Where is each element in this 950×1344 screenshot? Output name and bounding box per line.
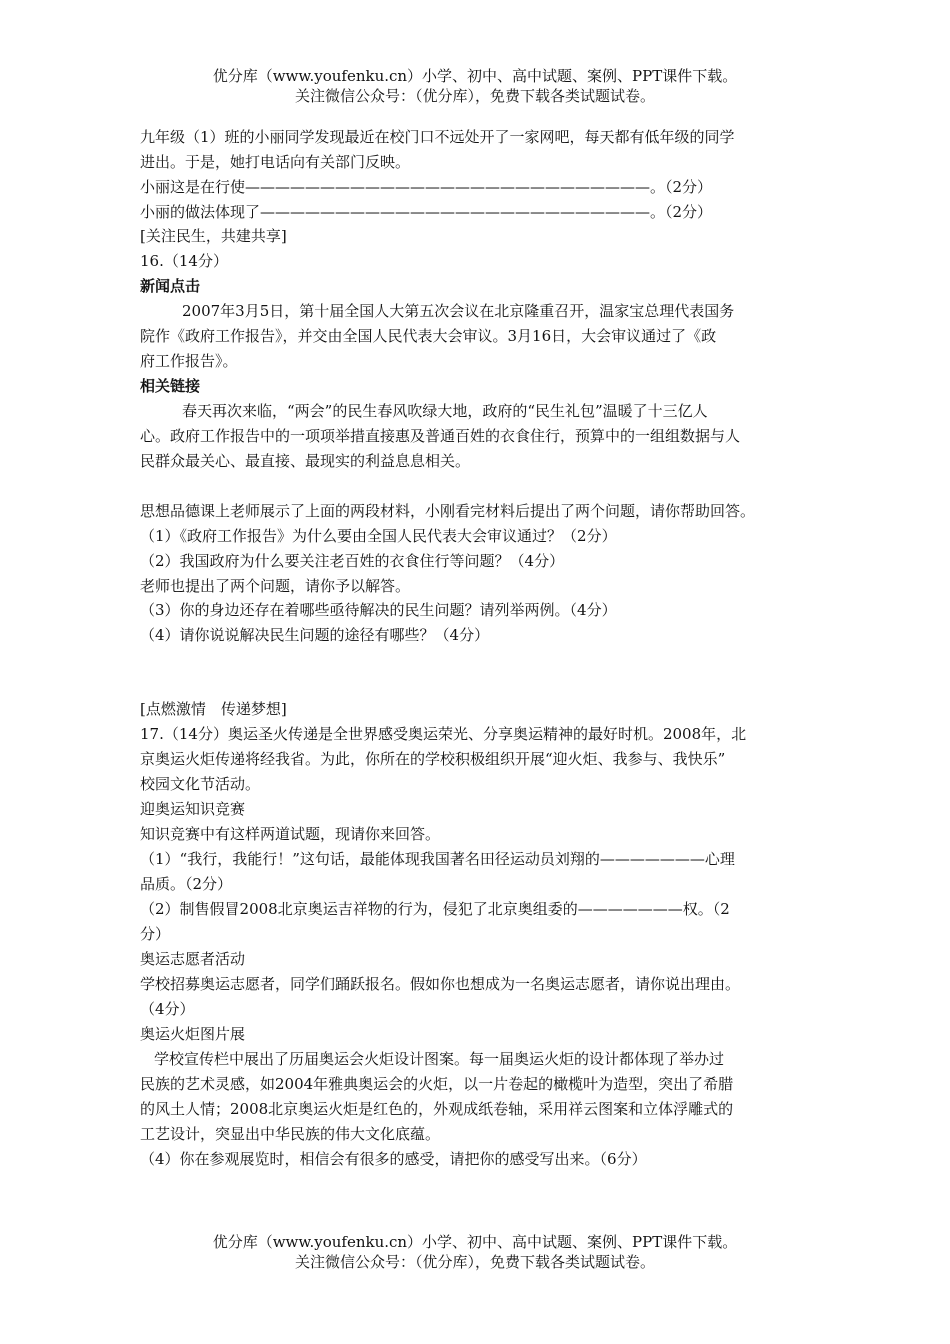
page-header — [0, 66, 950, 106]
q16-question-2: （2）我国政府为什么要关注老百姓的衣食住行等问题？（4分） — [140, 552, 565, 570]
q16-question-4: （4）请你说说解决民生问题的途径有哪些？（4分） — [140, 626, 490, 644]
page-footer — [0, 1232, 950, 1272]
volunteer-line: 学校招募奥运志愿者，同学们踊跃报名。假如你也想成为一名奥运志愿者，请你说出理由。 — [140, 975, 741, 993]
q15-answer-line: 小丽的做法体现了——————————————————————————。（2分） — [140, 203, 713, 221]
quiz-question-1-cont: 品质。（2分） — [140, 875, 233, 893]
q16-section-title: [关注民生，共建共享] — [140, 227, 287, 245]
q16-intro: 思想品德课上老师展示了上面的两段材料，小刚看完材料后提出了两个问题，请你帮助回答。 — [140, 502, 756, 520]
q16-question-3: （3）你的身边还存在着哪些亟待解决的民生问题？请列举两例。（4分） — [140, 601, 617, 619]
news-heading: 新闻点击 — [140, 277, 201, 295]
quiz-intro: 知识竞赛中有这样两道试题，现请你来回答。 — [140, 825, 441, 843]
q16-number: 16.（14分） — [140, 252, 228, 270]
footer-line-1: 优分库（www.youfenku.cn）小学、初中、高中试题、案例、PPT课件下载。 — [212, 1233, 738, 1251]
news-line: 院作《政府工作报告》，并交由全国人民代表大会审议。3月16日，大会审议通过了《政 — [140, 327, 717, 345]
quiz-question-2: （2）制售假冒2008北京奥运吉祥物的行为，侵犯了北京奥组委的———————权。（2 — [140, 900, 730, 918]
header-line-1: 优分库（www.youfenku.cn）小学、初中、高中试题、案例、PPT课件下载。 — [212, 67, 738, 85]
quiz-question-2-cont: 分） — [140, 925, 171, 943]
quiz-question-1: （1）“我行，我能行！”这句话，最能体现我国著名田径运动员刘翔的———————心理 — [140, 850, 735, 868]
link-line: 民群众最关心、最直接、最现实的利益息息相关。 — [140, 452, 471, 470]
link-line: 心。政府工作报告中的一项项举措直接惠及普通百姓的衣食住行，预算中的一组组数据与人 — [140, 427, 741, 445]
news-line: 府工作报告》。 — [140, 352, 238, 370]
volunteer-heading: 奥运志愿者活动 — [140, 950, 246, 968]
q15-paragraph-line: 进出。于是，她打电话向有关部门反映。 — [140, 153, 411, 171]
torch-line: 工艺设计，突显出中华民族的伟大文化底蕴。 — [140, 1125, 441, 1143]
q15-answer-line: 小丽这是在行使———————————————————————————。（2分） — [140, 178, 713, 196]
torch-line: 民族的艺术灵感，如2004年雅典奥运会的火炬，以一片卷起的橄榄叶为造型，突出了希腊 — [140, 1075, 734, 1093]
quiz-heading: 迎奥运知识竞赛 — [140, 800, 246, 818]
q17-intro-line: 17.（14分）奥运圣火传递是全世界感受奥运荣光、分享奥运精神的最好时机。2008年，北 — [140, 725, 747, 743]
q15-paragraph-line: 九年级（1）班的小丽同学发现最近在校门口不远处开了一家网吧，每天都有低年级的同学 — [140, 128, 735, 146]
link-line: 春天再次来临，“两会”的民生春风吹绿大地，政府的“民生礼包”温暖了十三亿人 — [182, 402, 708, 420]
q17-intro-line: 京奥运火炬传递将经我省。为此，你所在的学校积极组织开展“迎火炬、我参与、我快乐” — [140, 750, 726, 768]
volunteer-line: （4分） — [140, 1000, 195, 1018]
news-line: 2007年3月5日，第十届全国人大第五次会议在北京隆重召开，温家宝总理代表国务 — [182, 302, 735, 320]
q16-question-1: （1）《政府工作报告》为什么要由全国人民代表大会审议通过？（2分） — [140, 527, 617, 545]
q17-question-4: （4）你在参观展览时，相信会有很多的感受，请把你的感受写出来。（6分） — [140, 1150, 647, 1168]
torch-heading: 奥运火炬图片展 — [140, 1025, 246, 1043]
q17-intro-line: 校园文化节活动。 — [140, 775, 261, 793]
header-line-2: 关注微信公众号：（优分库），免费下载各类试题试卷。 — [294, 87, 655, 105]
torch-line: 的风土人情；2008北京奥运火炬是红色的，外观成纸卷轴，采用祥云图案和立体浮雕式的 — [140, 1100, 734, 1118]
link-heading: 相关链接 — [140, 377, 201, 395]
footer-line-2: 关注微信公众号：（优分库），免费下载各类试题试卷。 — [294, 1253, 655, 1271]
q16-teacher-note: 老师也提出了两个问题，请你予以解答。 — [140, 577, 411, 595]
torch-line: 学校宣传栏中展出了历届奥运会火炬设计图案。每一届奥运火炬的设计都体现了举办过 — [154, 1050, 725, 1068]
q17-section-title: [点燃激情 传递梦想] — [140, 700, 287, 718]
